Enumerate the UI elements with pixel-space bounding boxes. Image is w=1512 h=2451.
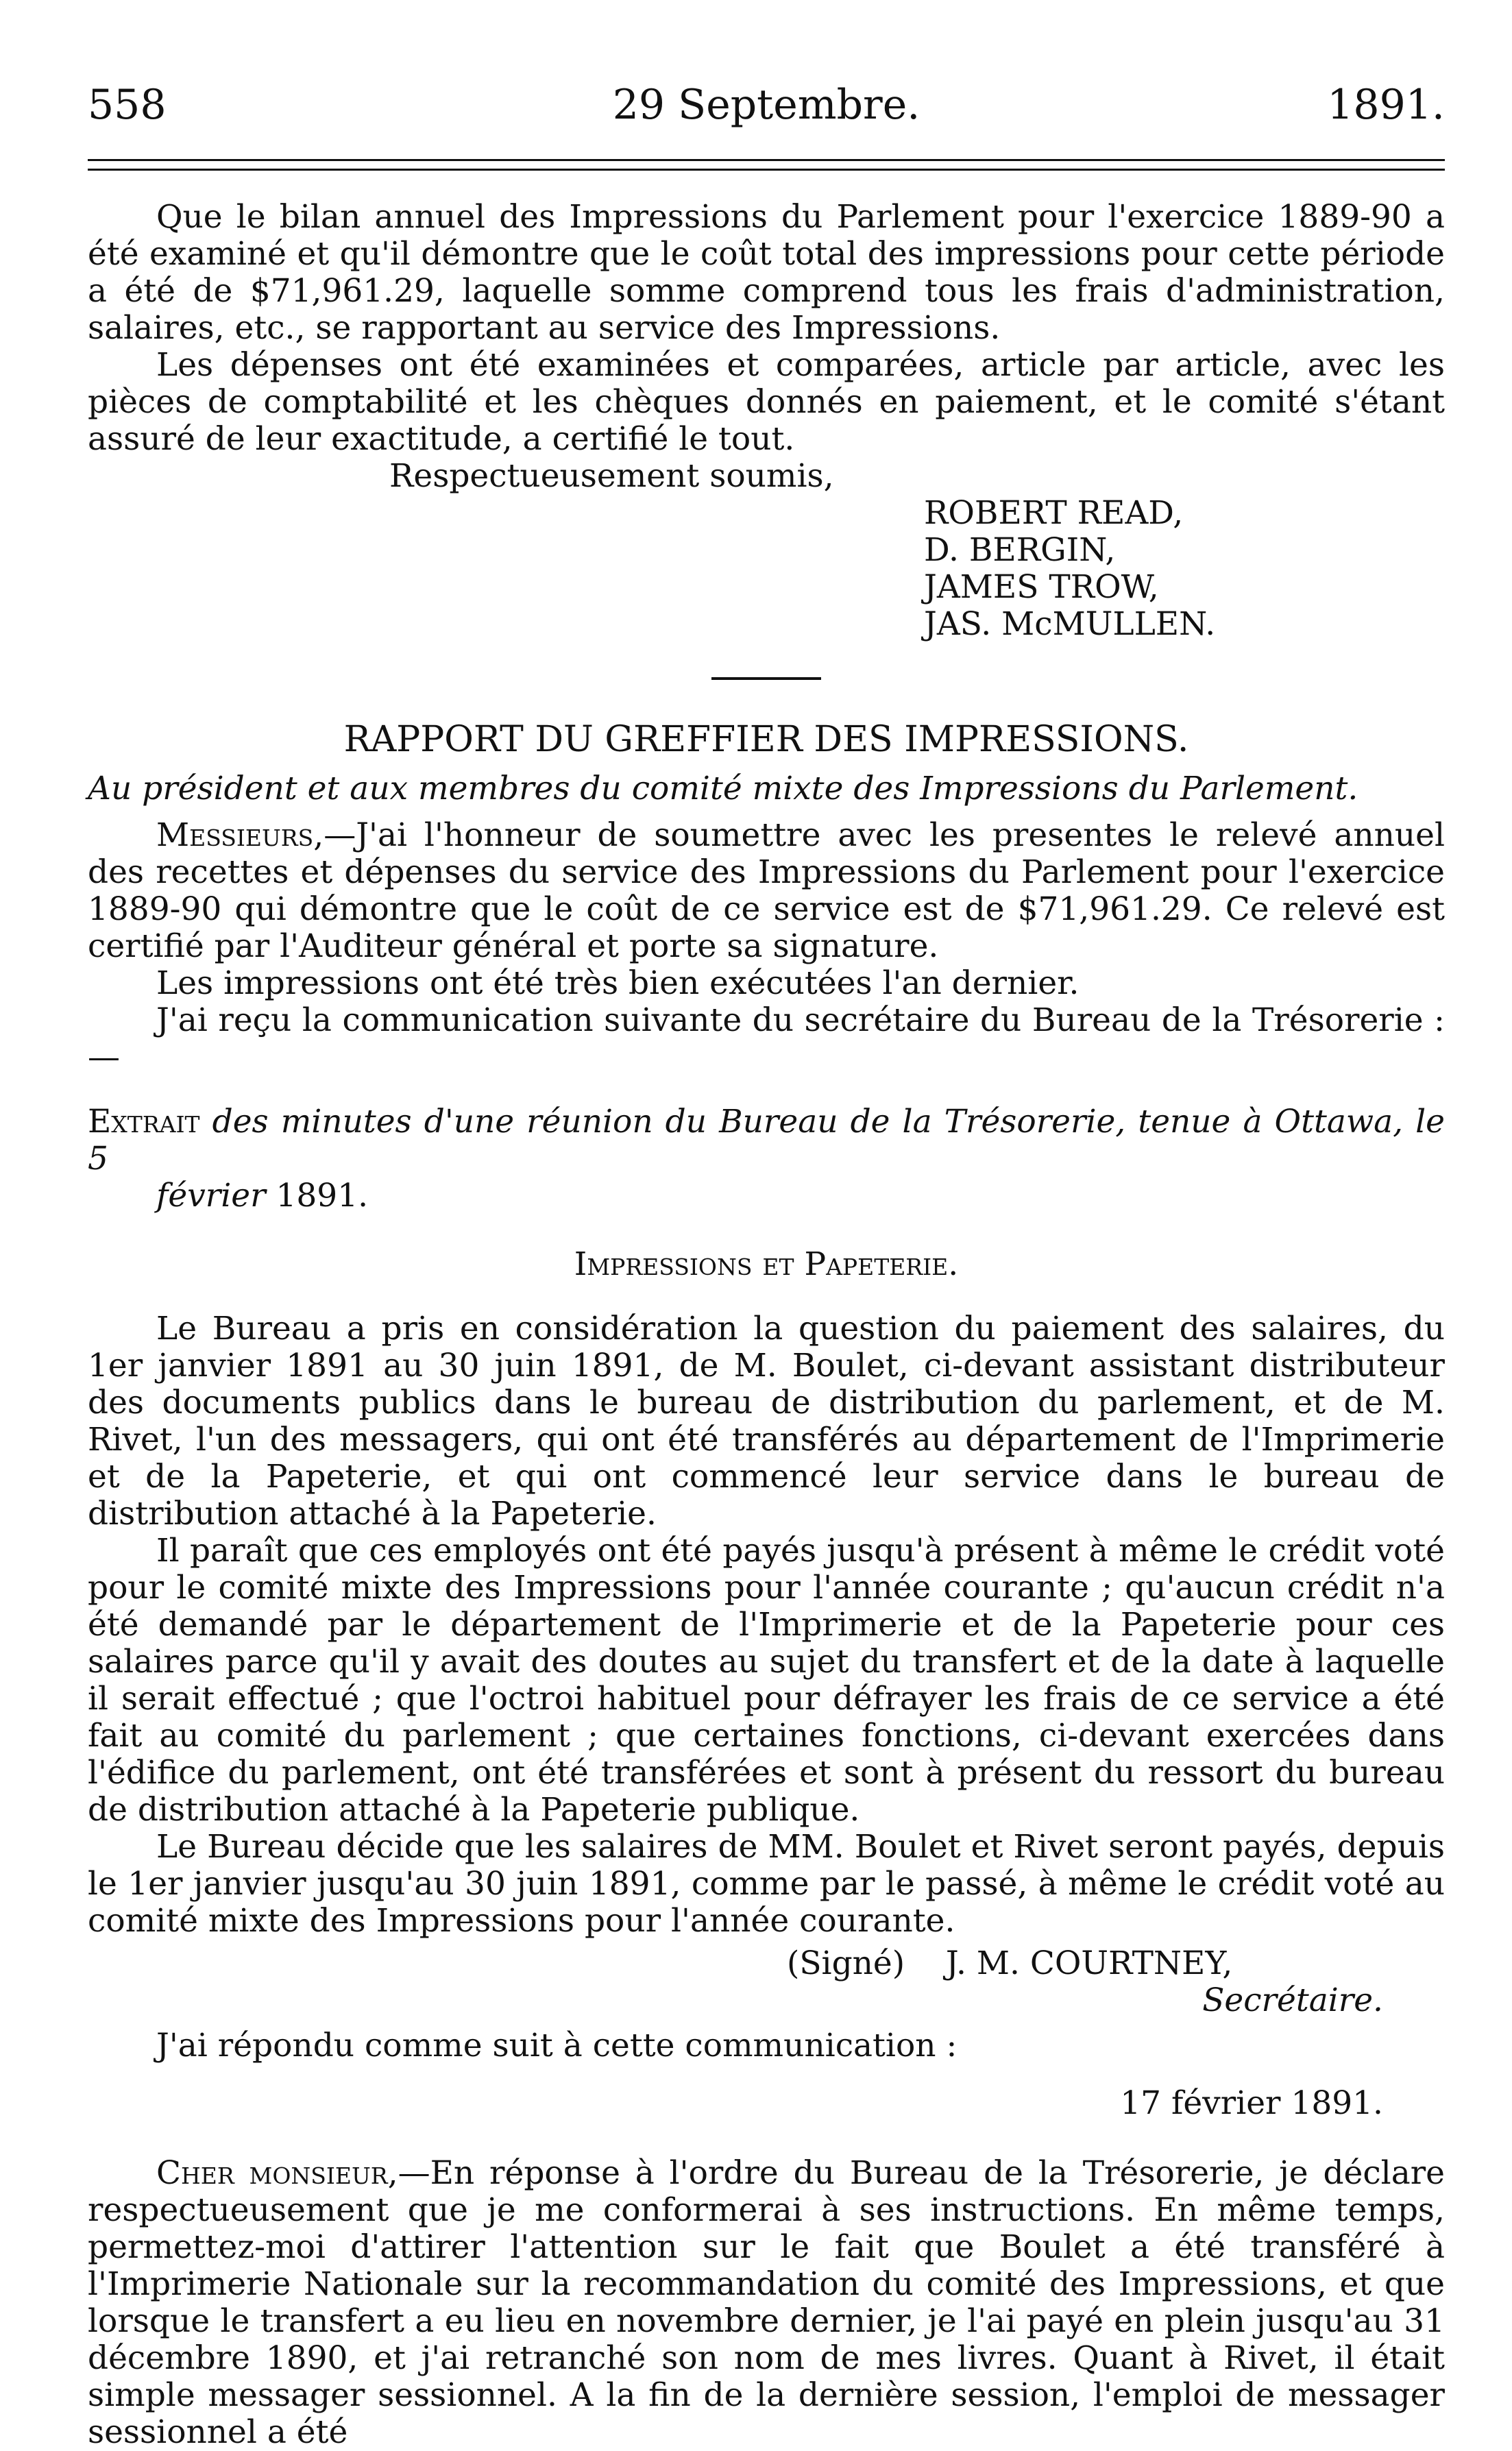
reply-salutation: Cher monsieur, [156,2154,398,2192]
extract-paragraph-3: Le Bureau décide que les salaires de MM. Boulet et Rivet seront payés, depuis le 1er janvier jusqu'au 30 juin 1891, comme par le passé, à même le crédit voté au comité mixte des Impressions pour l'année courante. [88,1828,1445,1940]
signatory-1: ROBERT READ, [924,494,1184,532]
extract-text-year: 1891. [265,1177,369,1215]
report-paragraph-2: Les impressions ont été très bien exécutées l'an dernier. [156,964,1080,1002]
extract-label: Extrait [88,1103,200,1141]
report-paragraph-1 [88,817,1445,965]
extract-text-month: février [156,1177,266,1215]
page-number: 558 [88,81,167,129]
extract-paragraph-2: Il paraît que ces employés ont été payés jusqu'à présent à même le crédit voté pour le comité mixte des Impressions pour l'année courante ; qu'aucun crédit n'a été demandé par le département de l'Imprimerie et de la Papeterie pour ces salaires parce qu'il y avait des doutes au sujet du transfert et de la date à laquelle il serait effectué ; que l'octroi habituel pour défrayer les frais de ce service a été fait au comité du parlement ; que certaines fonctions, ci-devant exercées dans l'édifice du parlement, ont été transférées et sont à présent du ressort du bureau de distribution attaché à la Papeterie publique. [88,1532,1445,1829]
signed-name: J. M. COURTNEY, [945,1944,1233,1982]
page-body [88,199,1445,2451]
report-paragraph-3: J'ai reçu la communication suivante du secrétaire du Bureau de la Trésorerie :— [88,1001,1445,1076]
signature-line [88,1945,1445,1982]
respectfully-submitted: Respectueusement soumis, [389,457,834,495]
extract-text-line1: des minutes d'une réunion du Bureau de la Trésorerie, tenue à Ottawa, le 5 [88,1103,1445,1178]
reply-intro: J'ai répondu comme suit à cette communication : [156,2027,958,2064]
report-salutation: Messieurs, [156,816,324,854]
header-year: 1891. [1327,81,1445,129]
reply-paragraph-1-text: —En réponse à l'ordre du Bureau de la Trésorerie, je déclare respectueusement que je me conformerai à ses instructions. En même temps, permettez-moi d'attirer l'attention sur le fait que Boulet a été transféré à l'Imprimerie Nationale sur la recommandation du comité des Impressions, et que lorsque le transfert a eu lieu en novembre dernier, je l'ai payé en plein jusqu'au 31 décembre 1890, et j'ai retranché son nom de mes livres. Quant à Rivet, il était simple messager sessionnel. A la fin de la dernière session, l'emploi de messager sessionnel a été [88,2154,1445,2451]
reply-date: 17 février 1891. [1120,2084,1383,2122]
signatory-2: D. BERGIN, [924,531,1116,569]
report-title: RAPPORT DU GREFFIER DES IMPRESSIONS. [343,719,1189,760]
signatory-4: JAS. McMULLEN. [924,605,1216,643]
header-rule-bottom [88,169,1445,171]
signatory-3: JAMES TROW, [924,568,1159,606]
extract-heading [88,1103,1445,1178]
report-subtitle: Au président et aux membres du comité mixte des Impressions du Parlement. [88,770,1358,807]
intro-paragraph-1: Que le bilan annuel des Impressions du Parlement pour l'exercice 1889-90 a été examiné et qu'il démontre que le coût total des impressions pour cette période a été de $71,961.29, laquelle somme comprend tous les frais d'administration, salaires, etc., se rapportant au service des Impressions. [88,198,1445,347]
signed-role: Secrétaire. [1202,1981,1383,2019]
section-title: Impressions et Papeterie. [574,1245,959,1283]
extract-paragraph-1: Le Bureau a pris en considération la question du paiement des salaires, du 1er janvier 1891 au 30 juin 1891, de M. Boulet, ci-devant assistant distributeur des documents publics dans le bureau de distribution du parlement, et de M. Rivet, l'un des messagers, qui ont été transférés au département de l'Imprimerie et de la Papeterie, et qui ont commencé leur service dans le bureau de distribution attaché à la Papeterie. [88,1310,1445,1533]
reply-paragraph-1 [88,2155,1445,2451]
extract-heading-line2 [88,1178,1445,1215]
header-date: 29 Septembre. [612,81,920,129]
intro-paragraph-2: Les dépenses ont été examinées et comparées, article par article, avec les pièces de comptabilité et les chèques donnés en paiement, et le comité s'étant assuré de leur exactitude, a certifié le tout. [88,346,1445,458]
signed-label: (Signé) [787,1944,905,1982]
report-paragraph-1-text: —J'ai l'honneur de soumettre avec les presentes le relevé annuel des recettes et dépenses du service des Impressions du Parlement pour l'exercice 1889-90 qui démontre que le coût de ce service est de $71,961.29. Ce relevé est certifié par l'Auditeur général et porte sa signature. [88,816,1445,965]
header-rule-top [88,159,1445,161]
section-divider [711,677,821,680]
page-header [88,74,1445,129]
